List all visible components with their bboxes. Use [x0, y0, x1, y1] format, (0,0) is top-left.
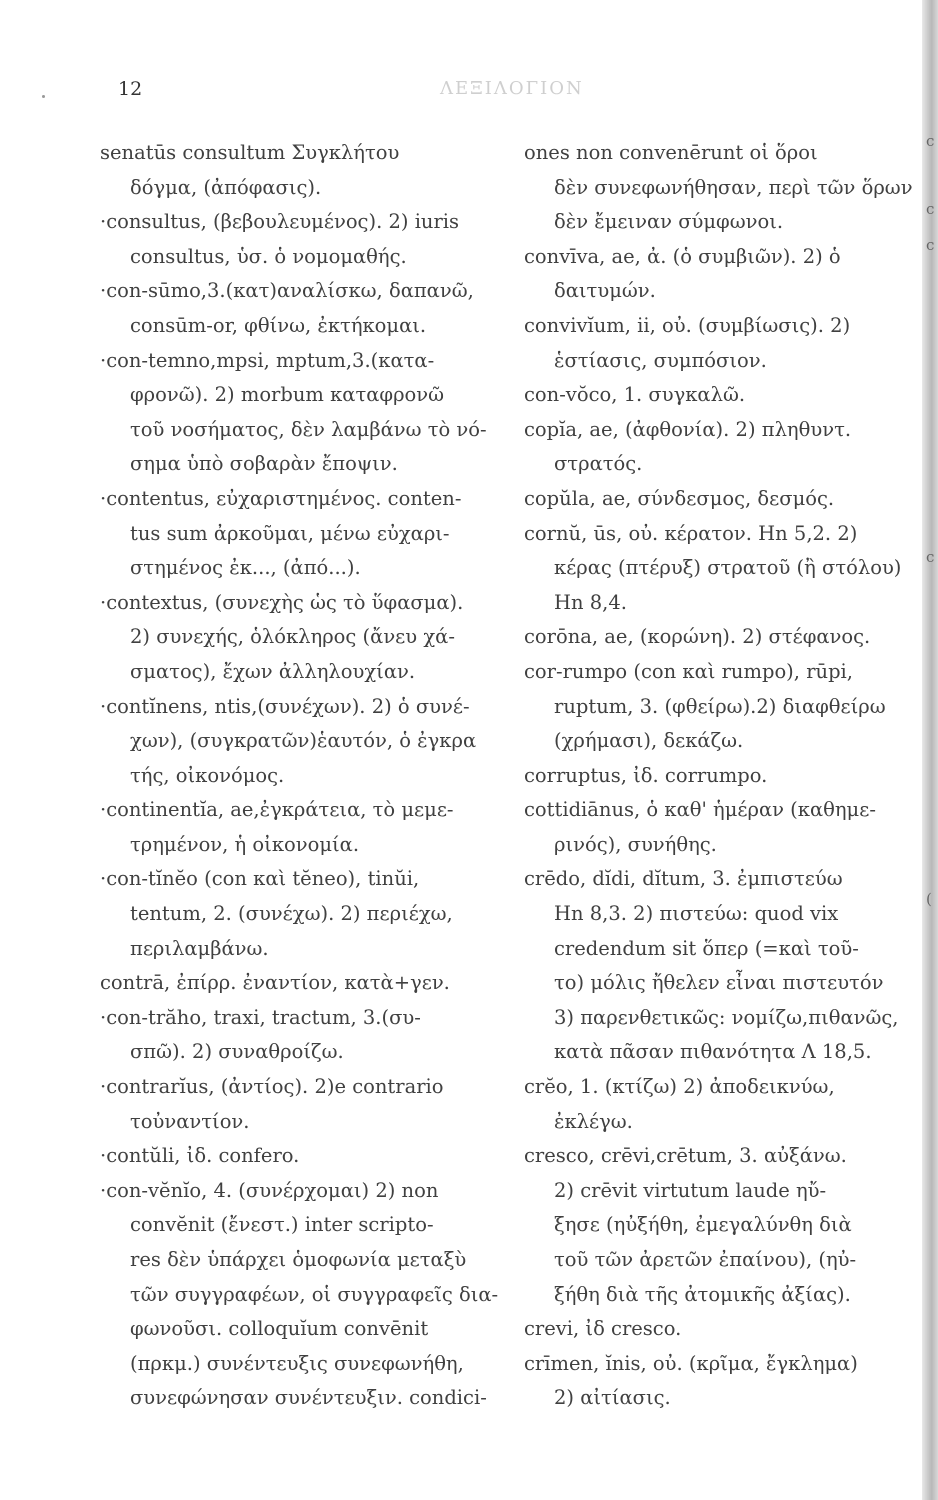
- text-line: κατὰ πᾶσαν πιθανότητα Λ 18,5.: [554, 1040, 872, 1064]
- text-line: ·contŭli, ἰδ. confero.: [100, 1144, 300, 1168]
- text-line: σπῶ). 2) συναθροίζω.: [130, 1040, 344, 1064]
- text-line: ξησε (ηὐξήθη, ἐμεγαλύνθη διὰ: [554, 1213, 852, 1237]
- text-line: res δὲν ὑπάρχει ὁμοφωνία μεταξὺ: [130, 1248, 467, 1271]
- text-line: κέρας (πτέρυξ) στρατοῦ (ἢ στόλου): [554, 556, 902, 580]
- text-line: copŭla, ae, σύνδεσμος, δεσμός.: [524, 486, 835, 510]
- text-line: convīva, ae, ἀ. (ὁ συμβιῶν). 2) ὁ: [524, 244, 841, 268]
- left-column: [100, 136, 520, 1416]
- text-line: consultus, ὑσ. ὁ νομομαθής.: [130, 244, 407, 268]
- text-line: τής, οἰκονόμος.: [130, 763, 285, 787]
- text-line: ·contrarĭus, (ἀντίος). 2)e contrario: [100, 1075, 444, 1099]
- text-line: ·consultus, (βεβουλευμένος). 2) iuris: [100, 210, 460, 234]
- text-line: (πρκμ.) συνέντευξις συνεφωνήθη,: [130, 1351, 464, 1375]
- text-line: 2) crēvit virtutum laude ηὔ-: [554, 1178, 827, 1202]
- text-line: δόγμα, (ἀπόφασις).: [130, 175, 322, 199]
- text-line: τοὐναντίον.: [130, 1109, 250, 1133]
- text-line: Hn 8,4.: [554, 590, 627, 614]
- text-line: σματος), ἔχων ἀλληλουχίαν.: [130, 659, 416, 683]
- text-line: ones non convenērunt οἱ ὅροι: [524, 141, 818, 164]
- text-line: περιλαμβάνω.: [130, 936, 269, 960]
- text-line: δαιτυμών.: [554, 279, 656, 303]
- text-line: crevi, ἰδ cresco.: [524, 1317, 682, 1341]
- text-line: convĕnit (ἔνεστ.) inter scripto-: [130, 1213, 434, 1237]
- page-header: [0, 72, 938, 112]
- text-line: ·con-trăho, traxi, tractum, 3.(συ-: [100, 1005, 421, 1029]
- text-line: τοῦ νοσήματος, δὲν λαμβάνω τὸ νό-: [130, 417, 487, 441]
- text-line: ruptum, 3. (φθείρω).2) διαφθείρω: [554, 694, 886, 718]
- text-line: 2) συνεχής, ὁλόκληρος (ἄνευ χά-: [130, 625, 455, 649]
- text-line: ·continentĭa, ae,ἐγκράτεια, τὸ μεμε-: [100, 798, 454, 822]
- text-line: 2) αἰτίασις.: [554, 1386, 671, 1410]
- edge-mark: (: [926, 890, 932, 908]
- running-head: ΛΕΞΙΛΟΓΙΟΝ: [440, 78, 584, 99]
- page-number: 12: [118, 78, 143, 100]
- text-line: ·con-tĭnĕo (con καὶ tĕneo), tinŭi,: [100, 867, 420, 891]
- text-line: tentum, 2. (συνέχω). 2) περιέχω,: [130, 902, 453, 926]
- text-line: contrā, ἐπίρρ. ἐναντίον, κατὰ+γεν.: [100, 971, 450, 995]
- text-line: τοῦ τῶν ἀρετῶν ἐπαίνου), (ηὐ-: [554, 1248, 857, 1271]
- text-line: συνεφώνησαν συνέντευξιν. condici-: [130, 1386, 487, 1410]
- text-line: senatūs consultum Συγκλήτου: [100, 141, 400, 164]
- text-line: δὲν ἔμειναν σύμφωνοι.: [554, 210, 784, 234]
- text-line: cornŭ, ūs, οὐ. κέρατον. Hn 5,2. 2): [524, 521, 858, 545]
- text-line: ·con-sūmo,3.(κατ)αναλίσκω, δαπανῶ,: [100, 279, 474, 303]
- edge-mark: c: [926, 548, 935, 566]
- text-line: ·contĭnens, ntis,(συνέχων). 2) ὁ συνέ-: [100, 694, 470, 718]
- text-line: tus sum ἀρκοῦμαι, μένω εὐχαρι-: [130, 521, 450, 545]
- text-line: copĭa, ae, (ἀφθονία). 2) πληθυντ.: [524, 417, 852, 441]
- text-line: δὲν συνεφωνήθησαν, περὶ τῶν ὅρων: [554, 175, 913, 199]
- text-line: consūm-or, φθίνω, ἐκτήκομαι.: [130, 313, 427, 337]
- text-line: crĕo, 1. (κτίζω) 2) ἀποδεικνύω,: [524, 1075, 835, 1099]
- edge-mark: c: [926, 132, 935, 150]
- text-line: ἑστίασις, συμπόσιον.: [554, 348, 767, 372]
- text-line: crīmen, ĭnis, οὐ. (κρῖμα, ἔγκλημα): [524, 1351, 858, 1375]
- text-line: ξήθη διὰ τῆς ἀτομικῆς ἀξίας).: [554, 1282, 851, 1306]
- text-line: ·contentus, εὐχαριστημένος. conten-: [100, 486, 462, 510]
- text-line: φωνοῦσι. colloquĭum convēnit: [130, 1317, 429, 1341]
- right-column: [524, 136, 924, 1416]
- edge-mark: c: [926, 200, 935, 218]
- text-line: τρημένον, ἡ οἰκονομία.: [130, 832, 360, 856]
- text-line: τῶν συγγραφέων, οἱ συγγραφεῖς δια-: [130, 1282, 499, 1306]
- text-line: cottidiānus, ὁ καθ' ἡμέραν (καθημε-: [524, 798, 876, 822]
- text-line: cresco, crēvi,crētum, 3. αὐξάνω.: [524, 1144, 847, 1168]
- text-line: φρονῶ). 2) morbum καταφρονῶ: [130, 383, 445, 407]
- text-line: crēdo, dĭdi, dĭtum, 3. ἐμπιστεύω: [524, 867, 843, 891]
- text-line: 3) παρενθετικῶς: νομίζω,πιθανῶς,: [554, 1005, 899, 1029]
- text-line: corōna, ae, (κορώνη). 2) στέφανος.: [524, 625, 871, 649]
- edge-mark: c: [926, 236, 935, 254]
- text-line: convivĭum, ii, οὐ. (συμβίωσις). 2): [524, 313, 851, 337]
- text-line: cor-rumpo (con καὶ rumpo), rūpi,: [524, 659, 853, 683]
- text-line: ·contextus, (συνεχὴς ὡς τὸ ὕφασμα).: [100, 590, 464, 614]
- text-line: στρατός.: [554, 452, 643, 476]
- text-line: στημένος ἐκ..., (ἀπό...).: [130, 556, 361, 580]
- text-line: ·con-vĕnĭo, 4. (συνέρχομαι) 2) non: [100, 1178, 439, 1202]
- text-line: credendum sit ὅπερ (=καὶ τοῦ-: [554, 936, 859, 960]
- text-line: (χρήμασι), δεκάζω.: [554, 729, 744, 753]
- text-line: corruptus, ἰδ. corrumpo.: [524, 763, 768, 787]
- text-line: ρινός), συνήθης.: [554, 832, 717, 856]
- text-line: το) μόλις ἤθελεν εἶναι πιστευτόν: [554, 971, 884, 995]
- text-line: ἐκλέγω.: [554, 1109, 633, 1133]
- text-line: ·con-temno,mpsi, mptum,3.(κατα-: [100, 348, 435, 372]
- text-line: χων), (συγκρατῶν)ἑαυτόν, ὁ ἐγκρα: [130, 729, 477, 753]
- text-line: con-vŏco, 1. συγκαλῶ.: [524, 383, 746, 407]
- text-line: Hn 8,3. 2) πιστεύω: quod vix: [554, 902, 839, 926]
- text-line: σημα ὑπὸ σοβαρὰν ἔποψιν.: [130, 452, 398, 476]
- page-edge-shadow: [922, 0, 938, 1500]
